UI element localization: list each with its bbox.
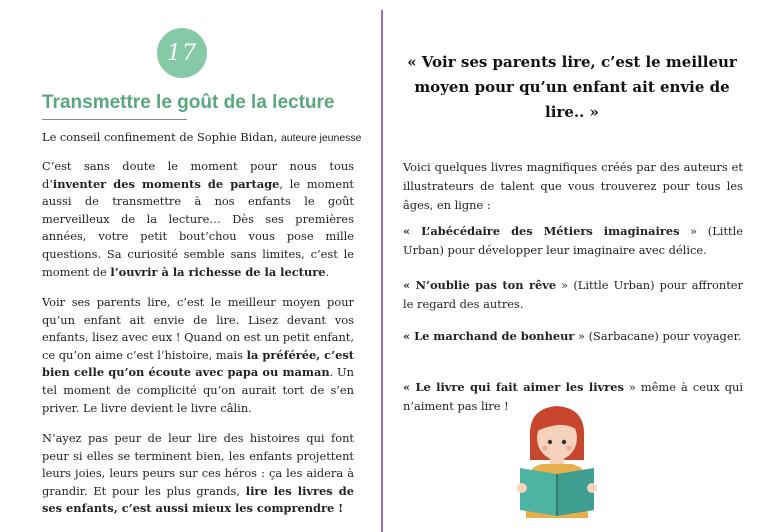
bold-text-run: « Le livre qui fait aimer les livres: [403, 380, 624, 394]
text-run: N’ayez pas peur de leur lire des histoires qui font peur si elles se terminent bien, les enfants projettent leurs joies, leurs peurs sur ces héros : ça les aidera à grandir. Et pour les plus grands,: [42, 431, 354, 498]
text-run: . Un tel moment de complicité qu’on aurait tort de s’en priver. Le livre devient le livre câlin.: [42, 365, 354, 415]
bold-text-run: « L’abécédaire des Métiers imaginaires: [403, 224, 680, 238]
bold-text-run: l’ouvrir à la richesse de la lecture: [110, 264, 326, 279]
text-run: C’est sans doute le moment pour nous tous d’: [42, 159, 354, 191]
girl-reading-book-icon: [512, 398, 602, 518]
bold-text-run: « Le marchand de bonheur: [403, 329, 575, 343]
subtitle-main: Le conseil confinement de Sophie Bidan,: [42, 130, 278, 144]
text-run: » même à ceux qui n’aiment pas lire !: [403, 380, 743, 413]
text-run: Voir ses parents lire, c’est le meilleur moyen pour qu’un enfant ait envie de lire. Lisez devant vos enfants, lisez avec eux ! Quand on est un petit enfant, ce qu’on aime c’est l’histoire, mais: [42, 295, 354, 362]
text-run: » (Little Urban) pour développer leur imaginaire avec délice.: [403, 224, 743, 257]
text-run: , le moment aussi de transmettre à nos enfants le goût merveilleux de la lecture… Dès ses premières années, votre petit bout’chou vous pose mille questions. Sa curiosité semble sans limites, c’est le moment de: [42, 176, 354, 279]
text-run: » (Sarbacane) pour voyager.: [574, 329, 742, 343]
bold-text-run: la préférée, c’est bien celle qu’on écoute avec papa ou maman: [42, 347, 354, 380]
bold-text-run: « N’oublie pas ton rêve: [403, 278, 557, 292]
subtitle-author-role: auteure jeunesse: [280, 132, 362, 144]
text-run: » (Little Urban) pour affronter le regard des autres.: [403, 278, 743, 311]
books-intro: Voici quelques livres magnifiques créés par des auteurs et illustrateurs de talent que vous trouverez pour tous les âges, en ligne :: [403, 160, 743, 212]
text-run: .: [325, 264, 330, 279]
page-title: Transmettre le goût de la lecture: [42, 92, 335, 113]
book-item: [403, 222, 743, 260]
pull-quote: « Voir ses parents lire, c’est le meilleur moyen pour qu’un enfant ait envie de lire.. »: [407, 53, 737, 121]
bold-text-run: inventer des moments de partage: [52, 176, 280, 191]
badge-number: 17: [167, 40, 197, 66]
book-item: [403, 327, 743, 346]
book-item: [403, 276, 743, 314]
bold-text-run: lire les livres de ses enfants, c’est aussi mieux les comprendre !: [42, 483, 354, 516]
